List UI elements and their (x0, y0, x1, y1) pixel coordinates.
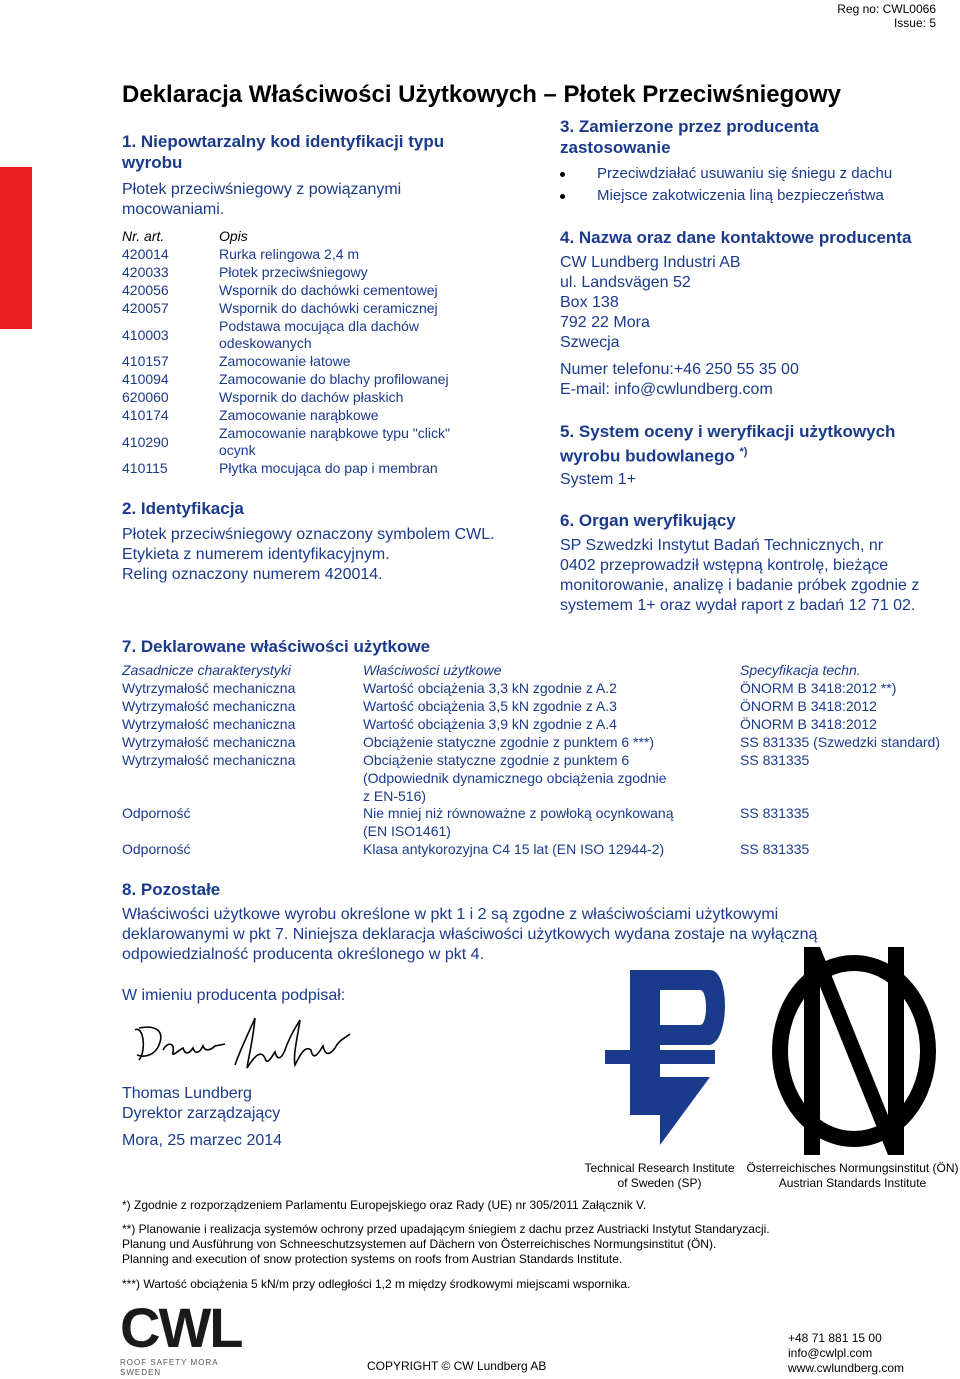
property-value: z EN-516) (363, 788, 427, 804)
footer-web: www.cwlundberg.com (788, 1361, 905, 1375)
red-side-marker (0, 167, 32, 329)
article-number: 420057 (122, 300, 169, 316)
footnote-2-line3: Planning and execution of snow protection systems on roofs from Austrian Standards Institute. (122, 1252, 623, 1266)
section1-intro-line2: mocowaniami. (122, 201, 225, 218)
address-line: ul. Landsvägen 52 (560, 274, 691, 291)
address-line: 792 22 Mora (560, 314, 650, 331)
property-value: Nie mniej niż równoważne z powłoką ocynkowaną (363, 805, 674, 821)
article-description: Rurka relingowa 2,4 m (219, 246, 360, 262)
section5-heading (560, 421, 895, 467)
address-line: CW Lundberg Industri AB (560, 254, 741, 271)
article-number: 620060 (122, 389, 169, 405)
footnote-1: *) Zgodnie z rozporządzeniem Parlamentu Europejskiego oraz Rady (UE) nr 305/2011 Załącznik V. (122, 1198, 647, 1212)
cwl-tagline: ROOF SAFETY MORA SWEDEN (120, 1358, 219, 1377)
property-value: Klasa antykorozyjna C4 15 lat (EN ISO 12944-2) (363, 841, 665, 857)
property-value: Wartość obciążenia 3,5 kN zgodnie z A.3 (363, 698, 617, 714)
footer-phone: +48 71 881 15 00 (788, 1331, 882, 1345)
handwritten-signature (125, 1010, 360, 1085)
section6-line: SP Szwedzki Instytut Badań Technicznych, nr (560, 537, 884, 554)
phone-text: Numer telefonu:+46 250 55 35 00 (560, 361, 799, 378)
on-logo (766, 947, 942, 1155)
property-spec: ÖNORM B 3418:2012 **) (740, 680, 897, 696)
property-characteristic: Wytrzymałość mechaniczna (122, 680, 296, 696)
footnote-marker: *) (739, 446, 748, 458)
section3-heading (560, 116, 819, 158)
article-description: Płytka mocująca do pap i membran (219, 460, 438, 476)
article-description-cont: ocynk (219, 442, 256, 458)
property-spec: SS 831335 (740, 841, 810, 857)
section2-line: Reling oznaczony numerem 420014. (122, 566, 383, 583)
article-description: Zamocowanie narąbkowe typu "click" (219, 425, 450, 441)
sp-caption-line1: Technical Research Institute (584, 1161, 735, 1175)
property-value: Wartość obciążenia 3,3 kN zgodnie z A.2 (363, 680, 617, 696)
property-characteristic: Wytrzymałość mechaniczna (122, 734, 296, 750)
section8-body (122, 905, 817, 965)
article-number: 410094 (122, 371, 169, 387)
article-number: 420033 (122, 264, 169, 280)
section4-heading: 4. Nazwa oraz dane kontaktowe producenta (560, 228, 912, 247)
cwl-logo-wordmark: CWL (120, 1296, 242, 1359)
section2-line: Płotek przeciwśniegowy oznaczony symbolem CWL. (122, 526, 495, 543)
article-description: Zamocowanie łatowe (219, 353, 351, 369)
on-caption-line1: Österreichisches Normungsinstitut (ÖN) (746, 1161, 959, 1175)
address-line: Box 138 (560, 294, 619, 311)
footnote-2 (122, 1222, 770, 1267)
article-description: Wspornik do dachówki cementowej (219, 282, 438, 298)
section1-heading-line2: wyrobu (122, 153, 183, 172)
bullet-dot-icon (560, 194, 565, 199)
col-nr-header: Nr. art. (122, 228, 165, 244)
on-caption-line2: Austrian Standards Institute (778, 1176, 927, 1190)
property-value: (EN ISO1461) (363, 823, 451, 839)
col2-header: Właściwości użytkowe (363, 662, 502, 678)
property-characteristic: Wytrzymałość mechaniczna (122, 752, 296, 768)
section8-heading: 8. Pozostałe (122, 880, 221, 899)
article-number: 410003 (122, 327, 169, 343)
section6-line: monitorowanie, analizę i badanie próbek zgodnie z (560, 577, 920, 594)
section2-heading: 2. Identyfikacja (122, 499, 244, 518)
signature-label: W imieniu producenta podpisał: (122, 987, 346, 1004)
section4-contact (560, 360, 799, 400)
col1-header: Zasadnicze charakterystyki (122, 662, 291, 678)
section2-line: Etykieta z numerem identyfikacyjnym. (122, 546, 390, 563)
document-title: Deklaracja Właściwości Użytkowych – Płotek Przeciwśniegowy (122, 81, 841, 108)
article-description: Zamocowanie do blachy profilowanej (219, 371, 449, 387)
bullet-text: Przeciwdziałać usuwaniu się śniegu z dachu (597, 165, 893, 182)
signatory-role: Dyrektor zarządzający (122, 1105, 281, 1122)
section1-heading (122, 131, 444, 173)
property-spec: SS 831335 (740, 752, 810, 768)
article-number: 410290 (122, 434, 169, 450)
email-text: E-mail: info@cwlundberg.com (560, 381, 773, 398)
copyright: COPYRIGHT © CW Lundberg AB (367, 1359, 547, 1373)
section8-line: Właściwości użytkowe wyrobu określone w pkt 1 i 2 są zgodne z właściwościami użytkowymi (122, 906, 779, 923)
property-value: Obciążenie statyczne zgodnie z punktem 6 (363, 752, 630, 768)
col3-header: Specyfikacja techn. (740, 662, 861, 678)
section6-line: systemem 1+ oraz wydał raport z badań 12 71 02. (560, 597, 916, 614)
article-description: Płotek przeciwśniegowy (219, 264, 368, 280)
section5-heading-line2: wyrobu budowlanego (560, 446, 735, 466)
footnote-2-line2: Planung und Ausführung von Schneeschutzsystemen auf Dächern von Österreichisches Normungsinstitut (ÖN). (122, 1237, 717, 1251)
property-spec: ÖNORM B 3418:2012 (740, 698, 877, 714)
signatory (122, 1084, 280, 1124)
address-line: Szwecja (560, 334, 620, 351)
sp-caption (582, 1161, 737, 1191)
place-date: Mora, 25 marzec 2014 (122, 1132, 283, 1149)
sp-logo (590, 965, 730, 1153)
footnote-3: ***) Wartość obciążenia 5 kN/m przy odległości 1,2 m między środkowymi miejscami wspornika. (122, 1277, 631, 1291)
bullet-dot-icon (560, 172, 565, 177)
article-description: Zamocowanie narąbkowe (219, 407, 379, 423)
section4-address (560, 253, 741, 353)
footer-email: info@cwlpl.com (788, 1346, 873, 1360)
property-characteristic: Wytrzymałość mechaniczna (122, 698, 296, 714)
section8-line: deklarowanymi w pkt 7. Niniejsza deklaracja właściwości użytkowych wydana zostaje na wyłączną (122, 926, 818, 943)
article-number: 420056 (122, 282, 169, 298)
footnote-2-line1: **) Planowanie i realizacja systemów ochrony przed upadającym śniegiem z dachu przez Austriacki Instytut Standaryzacji. (122, 1222, 770, 1236)
article-description: Wspornik do dachów płaskich (219, 389, 404, 405)
cwl-logo (120, 1296, 245, 1377)
article-number: 410174 (122, 407, 169, 423)
property-spec: ÖNORM B 3418:2012 (740, 716, 877, 732)
property-characteristic: Wytrzymałość mechaniczna (122, 716, 296, 732)
bullet-text: Miejsce zakotwiczenia liną bezpieczeństwa (597, 187, 884, 204)
property-value: (Odpowiednik dynamicznego obciążenia zgodnie (363, 770, 667, 786)
property-value: Obciążenie statyczne zgodnie z punktem 6 ***) (363, 734, 655, 750)
property-value: Wartość obciążenia 3,9 kN zgodnie z A.4 (363, 716, 617, 732)
section5-heading-line1: 5. System oceny i weryfikacji użytkowych (560, 422, 896, 441)
section6-body (560, 536, 919, 616)
issue-number: Issue: 5 (893, 16, 936, 30)
section1-intro (122, 180, 401, 220)
on-caption (745, 1161, 960, 1191)
property-characteristic: Odporność (122, 841, 191, 857)
footer-contact (788, 1331, 904, 1376)
article-number: 410115 (122, 460, 168, 476)
article-description: Podstawa mocująca dla dachów (219, 318, 420, 334)
section7-heading: 7. Deklarowane właściwości użytkowe (122, 637, 431, 656)
reg-number: Reg no: CWL0066 (837, 2, 936, 16)
property-spec: SS 831335 (Szwedzki standard) (740, 734, 940, 750)
article-description: Wspornik do dachówki ceramicznej (219, 300, 438, 316)
section6-heading: 6. Organ weryfikujący (560, 511, 736, 530)
sp-caption-line2: of Sweden (SP) (617, 1176, 702, 1190)
section3-heading-line1: 3. Zamierzone przez producenta (560, 117, 819, 136)
article-description-cont: odeskowanych (219, 335, 312, 351)
section8-line: odpowiedzialność producenta określonego w pkt 4. (122, 946, 485, 963)
section1-intro-line1: Płotek przeciwśniegowy z powiązanymi (122, 181, 402, 198)
property-spec: SS 831335 (740, 805, 810, 821)
article-number: 410157 (122, 353, 169, 369)
property-characteristic: Odporność (122, 805, 191, 821)
section6-line: 0402 przeprowadził wstępną kontrolę, bieżące (560, 557, 889, 574)
section1-heading-line1: 1. Niepowtarzalny kod identyfikacji typu (122, 132, 445, 151)
section5-value: System 1+ (560, 471, 637, 488)
section2-lines (122, 525, 495, 585)
signatory-name: Thomas Lundberg (122, 1085, 252, 1102)
section3-heading-line2: zastosowanie (560, 138, 671, 157)
col-opis-header: Opis (219, 228, 248, 244)
article-number: 420014 (122, 246, 169, 262)
